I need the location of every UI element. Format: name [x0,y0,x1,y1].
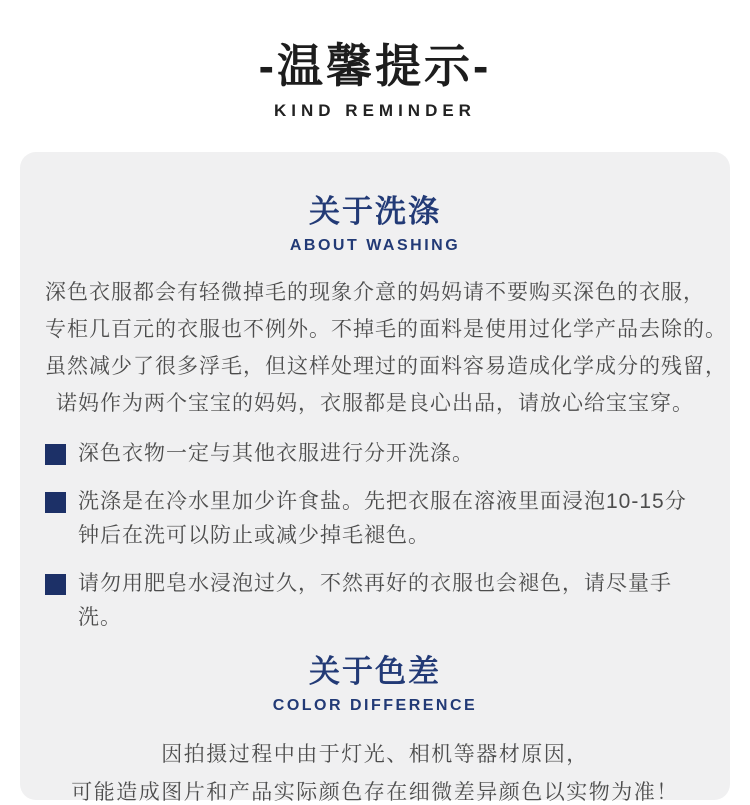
color-difference-section-title: 关于色差 [309,654,441,689]
tip-text: 洗涤是在冷水里加少许食盐。先把衣服在溶液里面浸泡10-15分钟后在洗可以防止或减少掉毛褪色。 [78,490,687,547]
outro-line: 可能造成图片和产品实际颜色存在细微差异颜色以实物为准！ [71,781,679,804]
washing-intro-paragraph [45,274,727,422]
bullet-square-icon [45,574,66,595]
color-difference-section-subtitle: COLOR DIFFERENCE [272,697,478,714]
tip-item [45,567,705,635]
intro-line: 深色衣服都会有轻微掉毛的现象介意的妈妈请不要购买深色的衣服， [45,281,705,304]
color-difference-paragraph [45,736,705,805]
tip-text: 请勿用肥皂水浸泡过久，不然再好的衣服也会褪色，请尽量手洗。 [78,572,672,629]
tip-item [45,485,705,553]
outro-line: 因拍摄过程中由于灯光、相机等器材原因， [161,743,589,766]
reminder-header [0,0,750,121]
bullet-square-icon [45,444,66,465]
washing-section-title: 关于洗涤 [309,194,441,229]
info-card [20,152,730,804]
tip-text: 深色衣物一定与其他衣服进行分开洗涤。 [78,442,474,465]
intro-line: 虽然减少了很多浮毛，但这样处理过的面料容易造成化学成分的残留， [45,355,727,378]
page-title: -温馨提示- [258,40,492,92]
washing-tips-list [45,437,705,635]
washing-section-subtitle: ABOUT WASHING [289,237,461,254]
intro-line: 诺妈作为两个宝宝的妈妈，衣服都是良心出品，请放心给宝宝穿。 [56,392,694,415]
intro-line: 专柜几百元的衣服也不例外。不掉毛的面料是使用过化学产品去除的。 [45,318,727,341]
page-subtitle: KIND REMINDER [274,101,476,120]
tip-item [45,437,705,471]
bullet-square-icon [45,492,66,513]
